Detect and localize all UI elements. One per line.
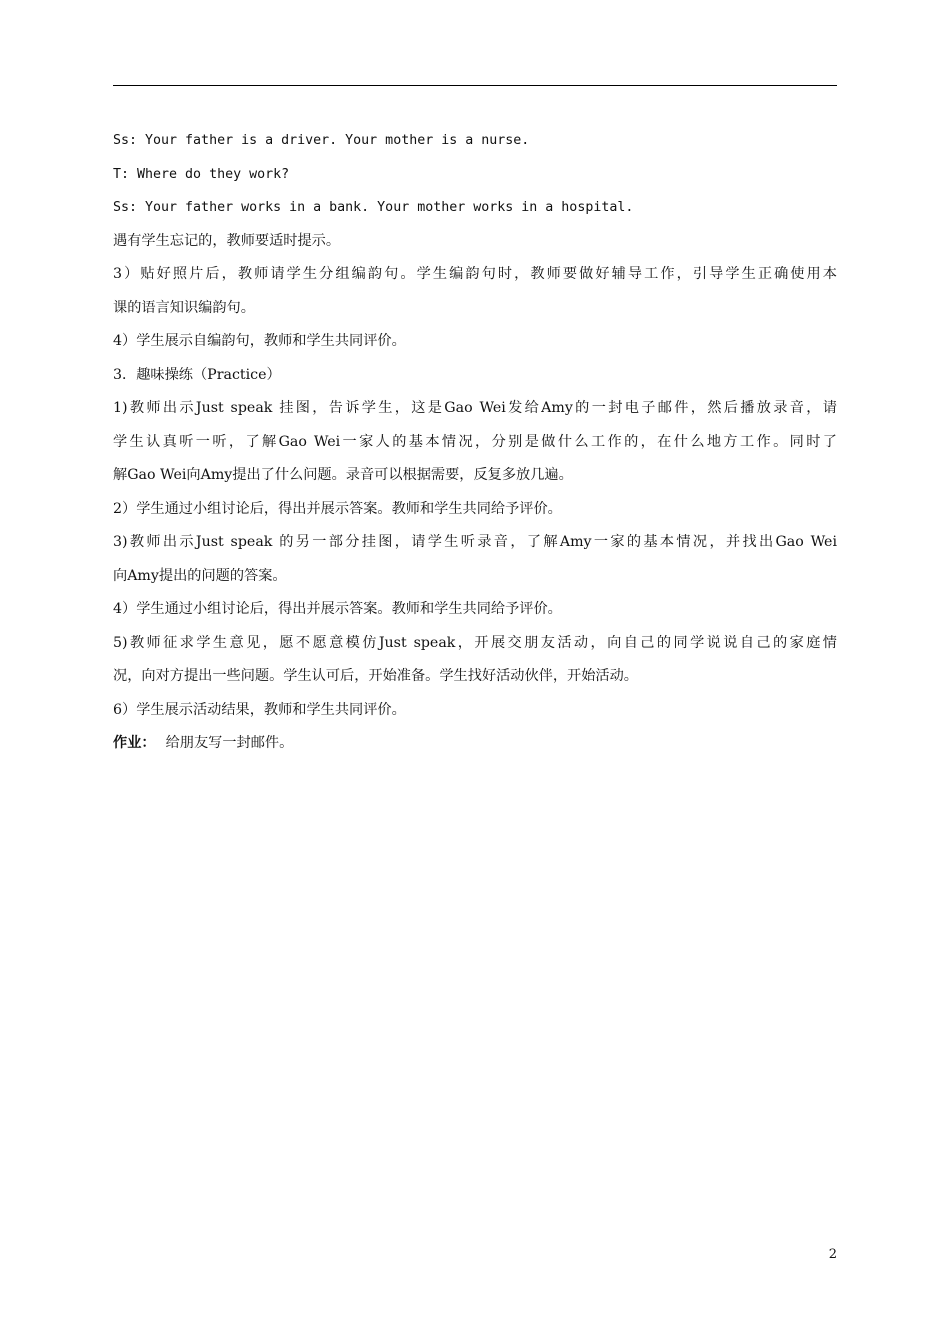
- homework-label: 作业：: [113, 735, 156, 751]
- paragraph-line: 况，向对方提出一些问题。学生认可后，开始准备。学生找好活动伙伴，开始活动。: [113, 668, 638, 684]
- header-rule: [113, 85, 837, 86]
- dialogue-line: Ss: Your father works in a bank. Your mother works in a hospital.: [113, 200, 634, 215]
- paragraph-line: 6）学生展示活动结果，教师和学生共同评价。: [113, 701, 406, 718]
- paragraph-line: 5)教师征求学生意见，愿不愿意模仿Just speak，开展交朋友活动，向自己的同学说说自己的家庭情: [113, 634, 837, 651]
- paragraph-line: 学生认真听一听，了解Gao Wei一家人的基本情况，分别是做什么工作的，在什么地方工作。同时了: [113, 433, 837, 450]
- homework-text: 给朋友写一封邮件。: [165, 735, 294, 751]
- paragraph-line: 1)教师出示Just speak 挂图，告诉学生，这是Gao Wei发给Amy的一封电子邮件，然后播放录音，请: [113, 400, 837, 416]
- paragraph-line: 3）贴好照片后，教师请学生分组编韵句。学生编韵句时，教师要做好辅导工作，引导学生正确使用本: [113, 266, 837, 282]
- paragraph-line: 2）学生通过小组讨论后，得出并展示答案。教师和学生共同给予评价。: [113, 500, 562, 517]
- paragraph-line: 4）学生展示自编韵句，教师和学生共同评价。: [113, 333, 406, 349]
- paragraph-line: 课的语言知识编韵句。: [113, 299, 255, 316]
- paragraph-line: 向Amy提出的问题的答案。: [113, 567, 287, 584]
- paragraph-line: 解Gao Wei向Amy提出了什么问题。录音可以根据需要，反复多放几遍。: [113, 467, 573, 483]
- paragraph-line: 4）学生通过小组讨论后，得出并展示答案。教师和学生共同给予评价。: [113, 601, 562, 617]
- document-body: [113, 124, 837, 761]
- section-heading: 3．趣味操练（Practice）: [113, 366, 281, 383]
- paragraph-line: 3)教师出示Just speak 的另一部分挂图，请学生听录音，了解Amy一家的基本情况，并找出Gao Wei: [113, 534, 837, 550]
- paragraph-line: 遇有学生忘记的，教师要适时提示。: [113, 232, 341, 249]
- dialogue-line: Ss: Your father is a driver. Your mother is a nurse.: [113, 133, 530, 148]
- dialogue-line: T: Where do they work?: [113, 166, 290, 182]
- page-number: 2: [828, 1247, 837, 1262]
- homework-line: [113, 727, 837, 761]
